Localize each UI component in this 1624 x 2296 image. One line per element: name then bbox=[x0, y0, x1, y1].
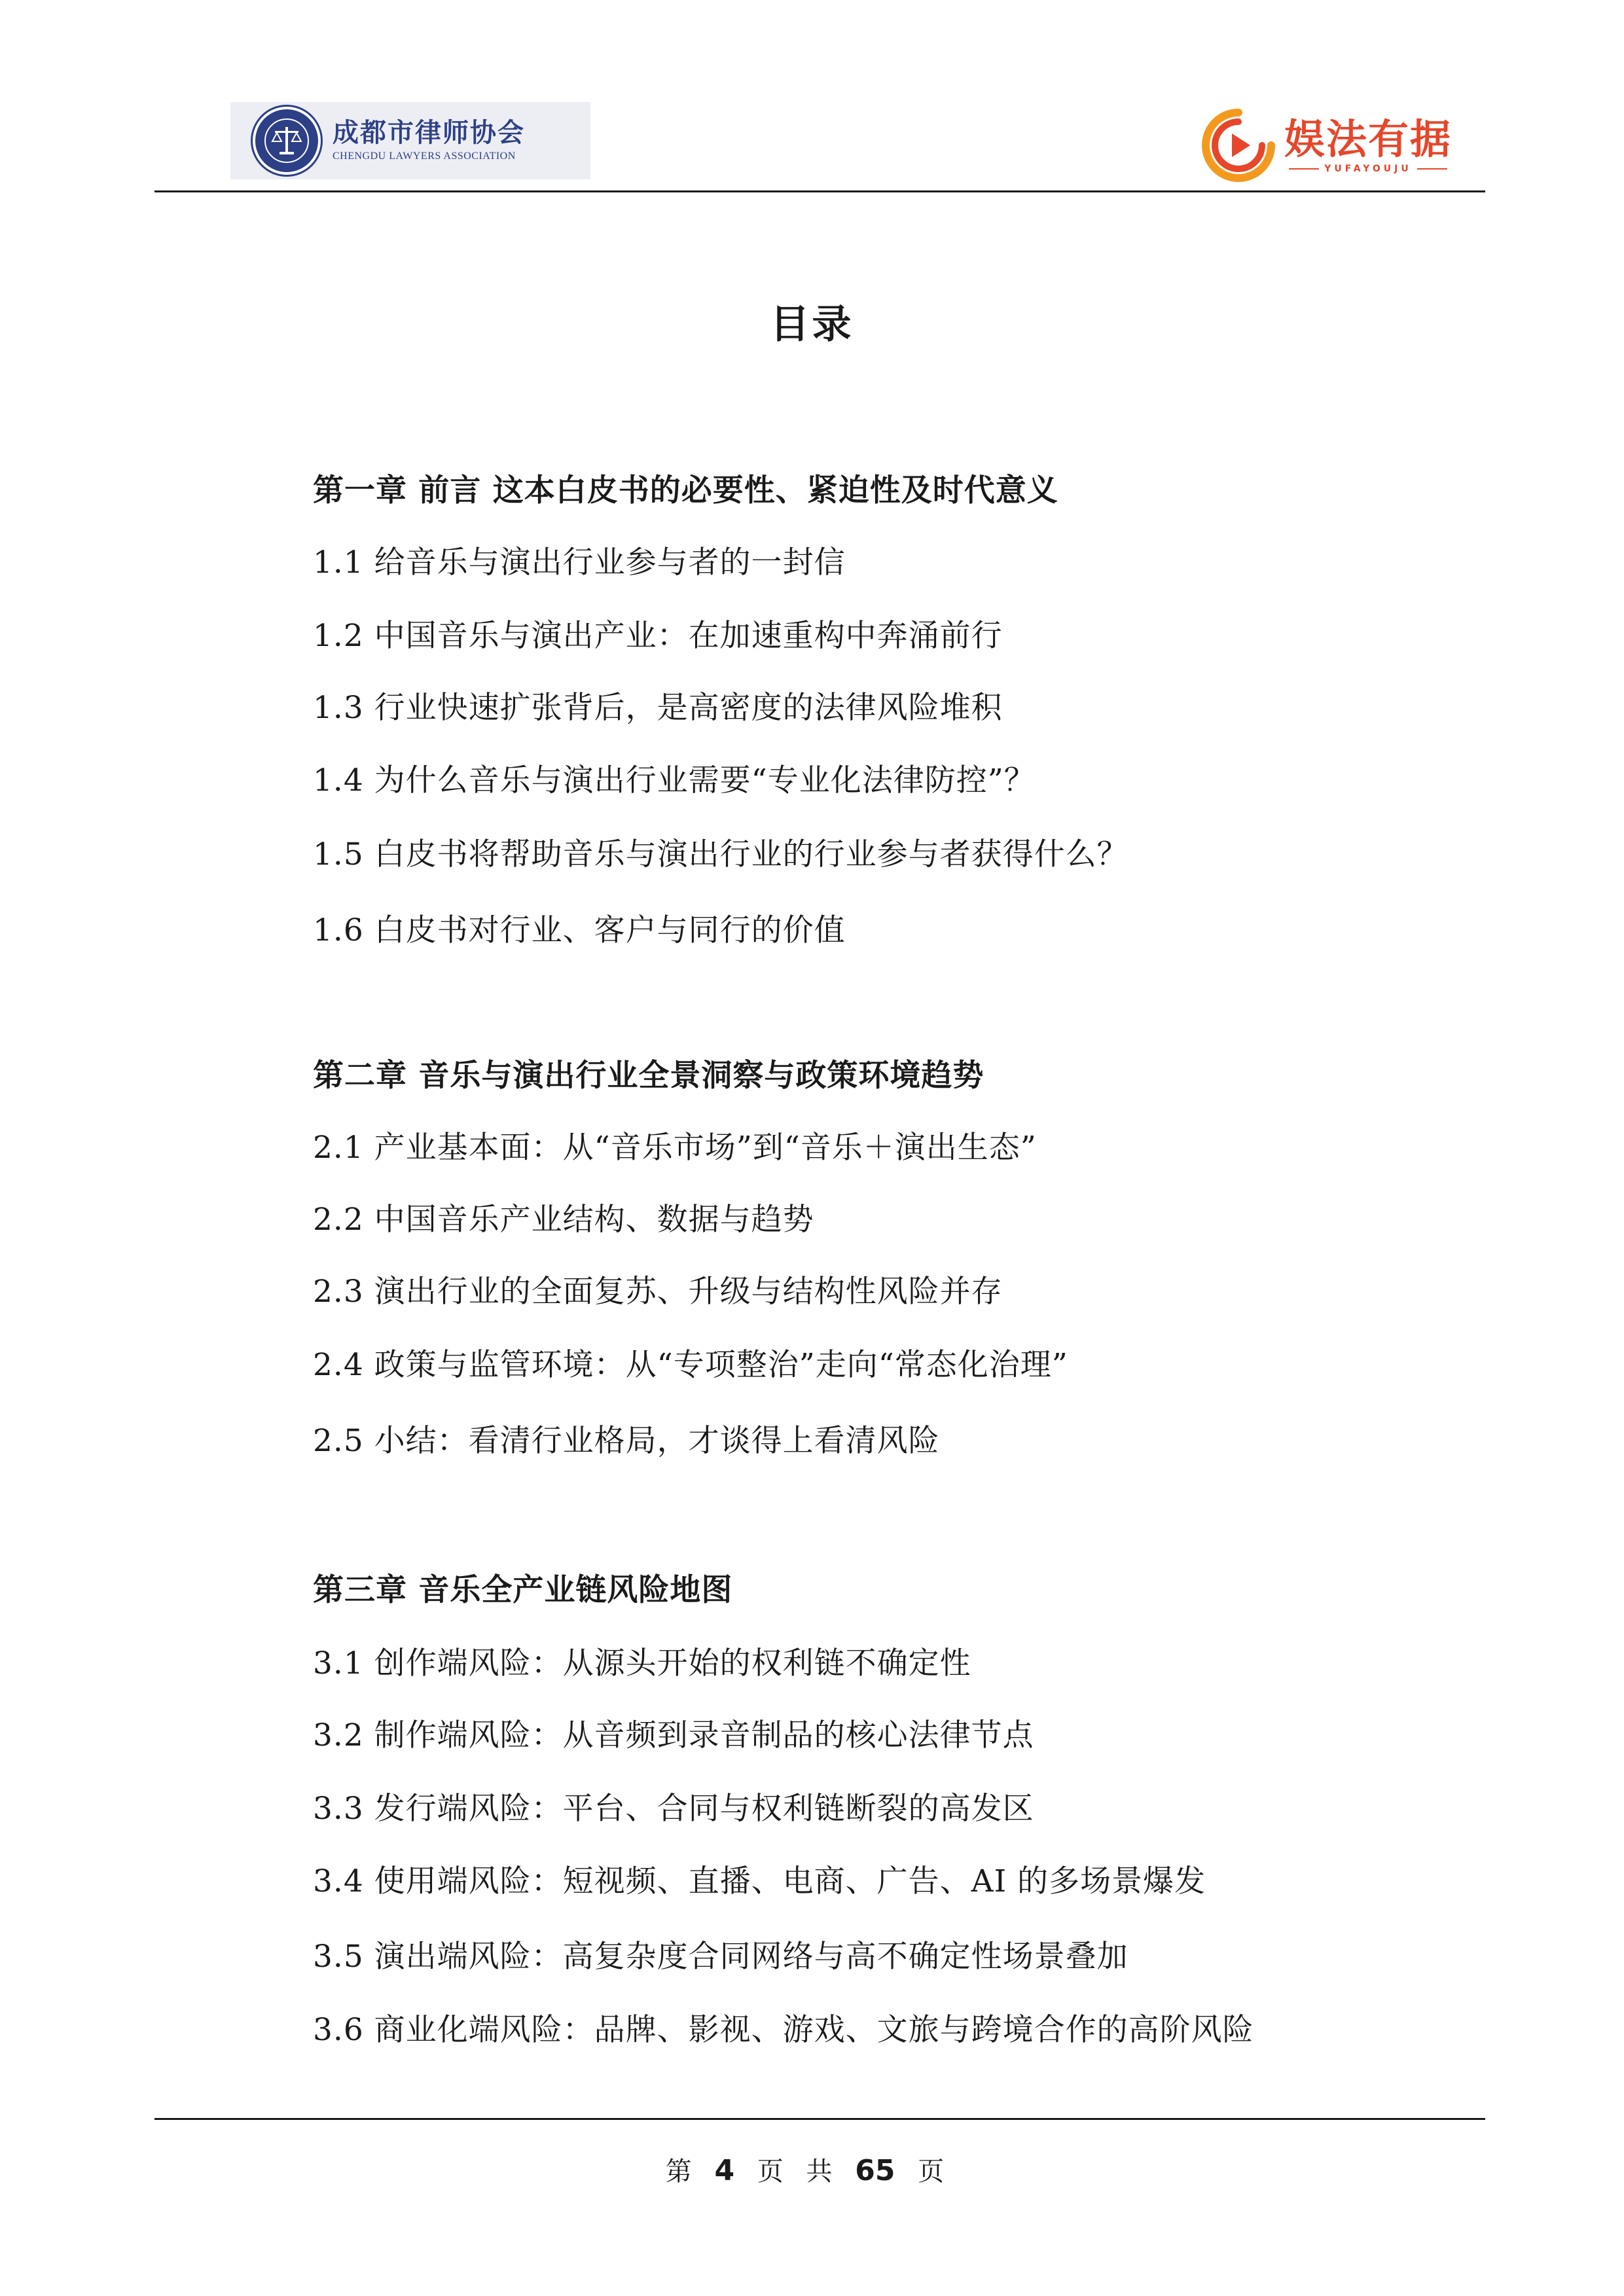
toc-section-3-6[interactable]: 3.6 商业化端风险：品牌、影视、游戏、文旅与跨境合作的高阶风险 bbox=[313, 2012, 1254, 2048]
toc-chapter-1[interactable]: 第一章 前言 这本白皮书的必要性、紧迫性及时代意义 bbox=[313, 473, 1058, 509]
toc-chapter-3[interactable]: 第三章 音乐全产业链风险地图 bbox=[313, 1572, 733, 1608]
association-name-en: CHENGDU LAWYERS ASSOCIATION bbox=[333, 151, 516, 162]
toc-section-1-1[interactable]: 1.1 给音乐与演出行业参与者的一封信 bbox=[313, 545, 846, 581]
chengdu-lawyers-association-logo bbox=[230, 102, 590, 179]
toc-section-2-2[interactable]: 2.2 中国音乐产业结构、数据与趋势 bbox=[313, 1202, 814, 1238]
subtitle-rule-right bbox=[1417, 168, 1447, 170]
toc-section-3-1[interactable]: 3.1 创作端风险：从源头开始的权利链不确定性 bbox=[313, 1645, 971, 1681]
toc-section-3-2[interactable]: 3.2 制作端风险：从音频到录音制品的核心法律节点 bbox=[313, 1717, 1034, 1753]
scales-of-justice-seal-icon bbox=[253, 107, 321, 175]
association-name-cn: 成都市律师协会 bbox=[333, 117, 525, 148]
footer-divider bbox=[154, 2118, 1485, 2120]
brand-name-cn: 娱法有据 bbox=[1284, 115, 1453, 163]
brand-name-en: YUFAYOUJU bbox=[1324, 164, 1412, 174]
total-page-count: 65 bbox=[855, 2154, 895, 2187]
toc-section-3-4[interactable]: 3.4 使用端风险：短视频、直播、电商、广告、AI 的多场景爆发 bbox=[313, 1863, 1206, 1899]
toc-section-1-6[interactable]: 1.6 白皮书对行业、客户与同行的价值 bbox=[313, 912, 846, 948]
play-button-swirl-icon bbox=[1202, 109, 1275, 182]
footer-suffix: 页 bbox=[918, 2157, 945, 2187]
yufayouju-logo bbox=[1202, 106, 1490, 185]
subtitle-rule-left bbox=[1289, 168, 1319, 170]
toc-section-2-4[interactable]: 2.4 政策与监管环境：从“专项整治”走向“常态化治理” bbox=[313, 1347, 1068, 1383]
footer-page-word: 页 bbox=[757, 2157, 784, 2187]
toc-section-3-5[interactable]: 3.5 演出端风险：高复杂度合同网络与高不确定性场景叠加 bbox=[313, 1939, 1128, 1975]
toc-section-3-3[interactable]: 3.3 发行端风险：平台、合同与权利链断裂的高发区 bbox=[313, 1791, 1034, 1827]
brand-subtitle-row bbox=[1289, 164, 1447, 174]
page-title: 目录 bbox=[770, 302, 854, 348]
toc-section-2-5[interactable]: 2.5 小结：看清行业格局，才谈得上看清风险 bbox=[313, 1423, 940, 1459]
toc-section-1-3[interactable]: 1.3 行业快速扩张背后，是高密度的法律风险堆积 bbox=[313, 690, 1003, 726]
header-divider bbox=[154, 190, 1485, 192]
page-number-footer bbox=[0, 2151, 1624, 2188]
current-page-number: 4 bbox=[714, 2154, 735, 2187]
toc-section-1-4[interactable]: 1.4 为什么音乐与演出行业需要“专业化法律防控”？ bbox=[313, 762, 1036, 798]
toc-section-2-1[interactable]: 2.1 产业基本面：从“音乐市场”到“音乐＋演出生态” bbox=[313, 1130, 1037, 1166]
footer-prefix: 第 bbox=[665, 2157, 692, 2187]
toc-chapter-2[interactable]: 第二章 音乐与演出行业全景洞察与政策环境趋势 bbox=[313, 1058, 984, 1094]
toc-section-1-2[interactable]: 1.2 中国音乐与演出产业：在加速重构中奔涌前行 bbox=[313, 618, 1003, 654]
toc-section-2-3[interactable]: 2.3 演出行业的全面复苏、升级与结构性风险并存 bbox=[313, 1274, 1003, 1310]
toc-section-1-5[interactable]: 1.5 白皮书将帮助音乐与演出行业的行业参与者获得什么？ bbox=[313, 836, 1128, 872]
footer-total-word: 共 bbox=[806, 2157, 833, 2187]
